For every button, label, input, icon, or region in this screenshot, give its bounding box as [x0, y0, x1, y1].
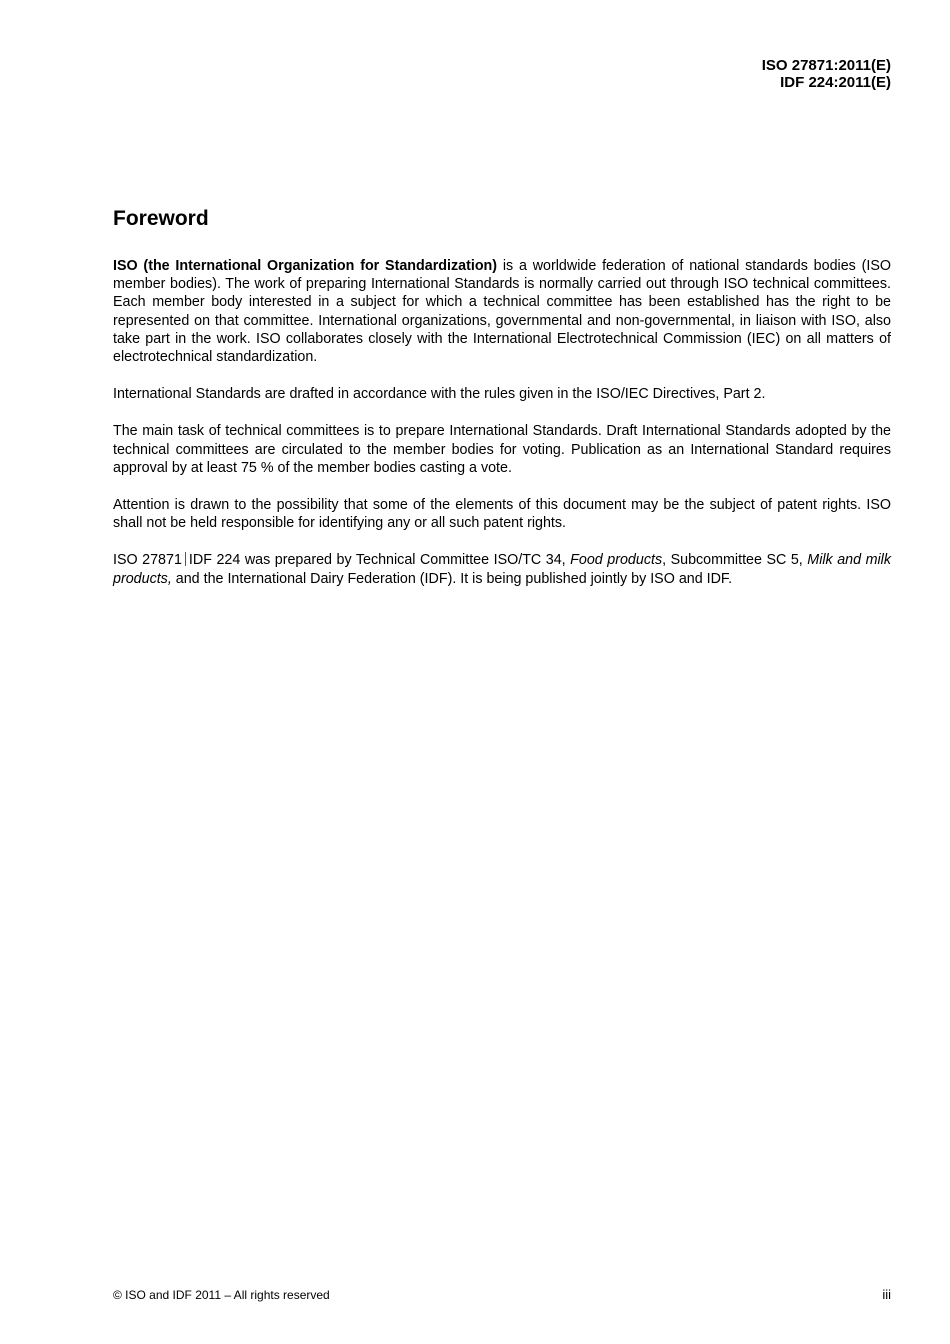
document-identifier	[762, 57, 891, 91]
iso-designation: ISO 27871:2011(E)	[761, 57, 891, 74]
paragraph-text: and the International Dairy Federation (IDF). It is being published jointly by ISO and IDF.	[171, 570, 733, 587]
page-number: iii	[882, 1287, 891, 1302]
copyright-notice: © ISO and IDF 2011 – All rights reserved	[113, 1288, 330, 1302]
paragraph-directives: International Standards are drafted in accordance with the rules given in the ISO/IEC Directives, Part 2.	[113, 386, 766, 403]
iso-number: ISO 27871	[113, 552, 182, 569]
paragraph-text: , Subcommittee SC 5,	[662, 552, 808, 569]
paragraph-committees: The main task of technical committees is to prepare International Standards. Draft International Standards adopted by the technical committees are circulated to the member bodies for voting. Publication as an International Standard requires approval by at least 75 % of the member bodies casting a vote.	[113, 423, 891, 476]
paragraph-patents: Attention is drawn to the possibility that some of the elements of this document may be the subject of patent rights. ISO shall not be held responsible for identifying any or all such patent rights.	[113, 497, 891, 532]
paragraph-text: is a worldwide federation of national standards bodies (ISO member bodies). The work of preparing International Standards is normally carried out through ISO technical committees. Each member body interested in a subject for which a technical committee has been established has the right to be represented on that committee. International organizations, governmental and non-governmental, in liaison with ISO, also take part in the work. ISO collaborates closely with the International Electrotechnical Commission (IEC) on all matters of electrotechnical standardization.	[113, 258, 891, 366]
committee-name: Food products	[570, 552, 663, 569]
page-title: Foreword	[113, 207, 209, 230]
separator-bar	[185, 552, 186, 566]
idf-designation: IDF 224:2011(E)	[780, 74, 891, 91]
foreword-body	[113, 257, 891, 607]
iso-name-bold: ISO (the International Organization for Standardization)	[113, 258, 498, 274]
paragraph-preparation	[113, 551, 891, 587]
subcommittee-name: Milk and milk products,	[113, 552, 891, 587]
paragraph-iso-description	[113, 257, 891, 366]
paragraph-text: IDF 224 was prepared by Technical Committee ISO/TC 34,	[188, 552, 571, 569]
